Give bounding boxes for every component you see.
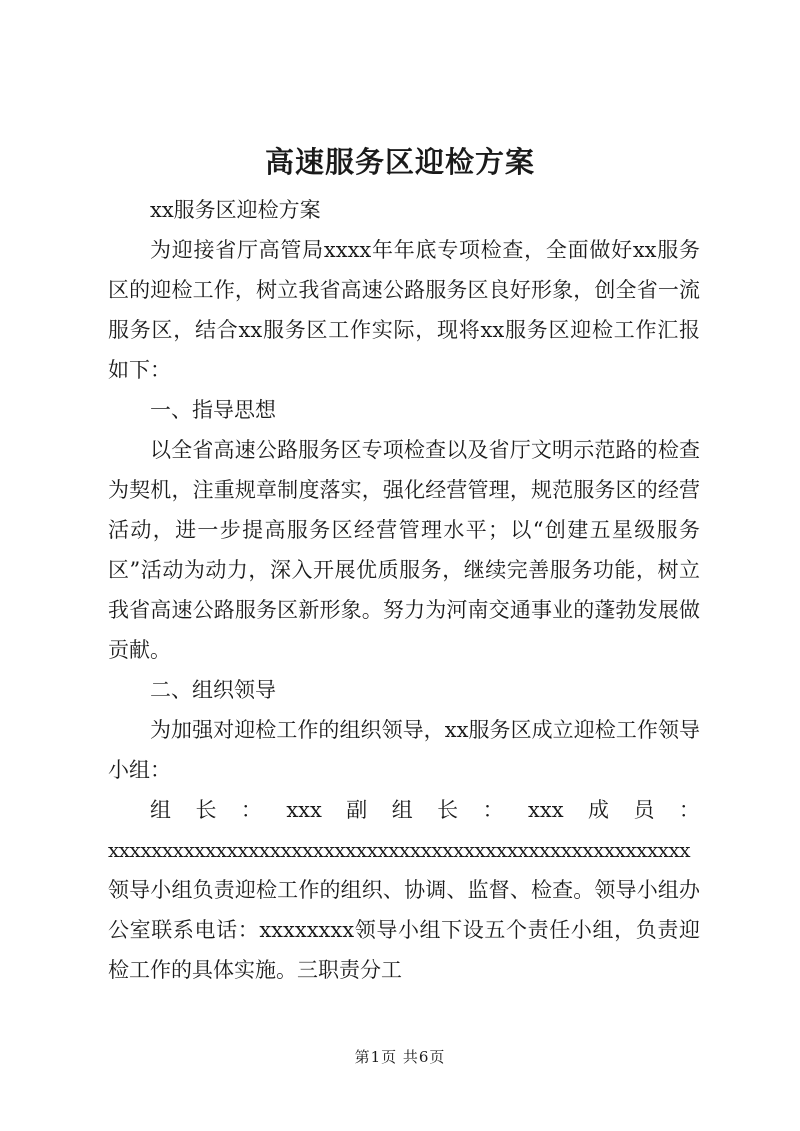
roster-item: ： <box>678 798 700 822</box>
roster-item: 组 <box>150 798 171 822</box>
page-footer: 第1页 共6页 <box>354 1048 446 1066</box>
paragraph-closing: 领导小组负责迎检工作的组织、协调、监督、检查。领导小组办公室联系电话：xxxxxxxx领导小组下设五个责任小组，负责迎检工作的具体实施。三职责分工 <box>108 878 700 982</box>
document-title: 高速服务区迎检方案 <box>264 145 535 179</box>
paragraph-intro: 为迎接省厅高管局xxxx年年底专项检查，全面做好xx服务区的迎检工作，树立我省高速公路服务区良好形象，创全省一流服务区，结合xx服务区工作实际，现将xx服务区迎检工作汇报如下： <box>108 238 700 382</box>
roster-item: xxx <box>528 798 564 822</box>
roster-item: 成 <box>588 798 609 822</box>
paragraph-organization: 为加强对迎检工作的组织领导，xx服务区成立迎检工作领导小组： <box>108 718 700 782</box>
section-heading-guiding-ideology: 一、指导思想 <box>150 398 276 422</box>
document-body <box>108 190 700 990</box>
roster-item: ： <box>240 798 262 822</box>
section-heading-organization: 二、组织领导 <box>150 678 276 702</box>
paragraph-subtitle: xx服务区迎检方案 <box>150 198 321 222</box>
roster-item: 员 <box>633 798 655 822</box>
roster-item: 长 <box>195 798 217 822</box>
roster-item: xxx <box>286 798 322 822</box>
roster-item: 组 <box>391 798 413 822</box>
paragraph-guiding-ideology: 以全省高速公路服务区专项检查以及省厅文明示范路的检查为契机，注重规章制度落实，强化经营管理，规范服务区的经营活动，进一步提高服务区经营管理水平；以“创建五星级服务区”活动为动力，深入开展优质服务，继续完善服务功能，树立我省高速公路服务区新形象。努力为河南交通事业的蓬勃发展做贡献。 <box>108 438 700 662</box>
roster-item: 副 <box>346 798 368 822</box>
roster-members: xxxxxxxxxxxxxxxxxxxxxxxxxxxxxxxxxxxxxxxxxxxxxxxxxxxxxx <box>108 838 691 862</box>
roster-line <box>108 790 700 830</box>
roster-item: 长 <box>437 798 459 822</box>
roster-item: ： <box>482 798 504 822</box>
